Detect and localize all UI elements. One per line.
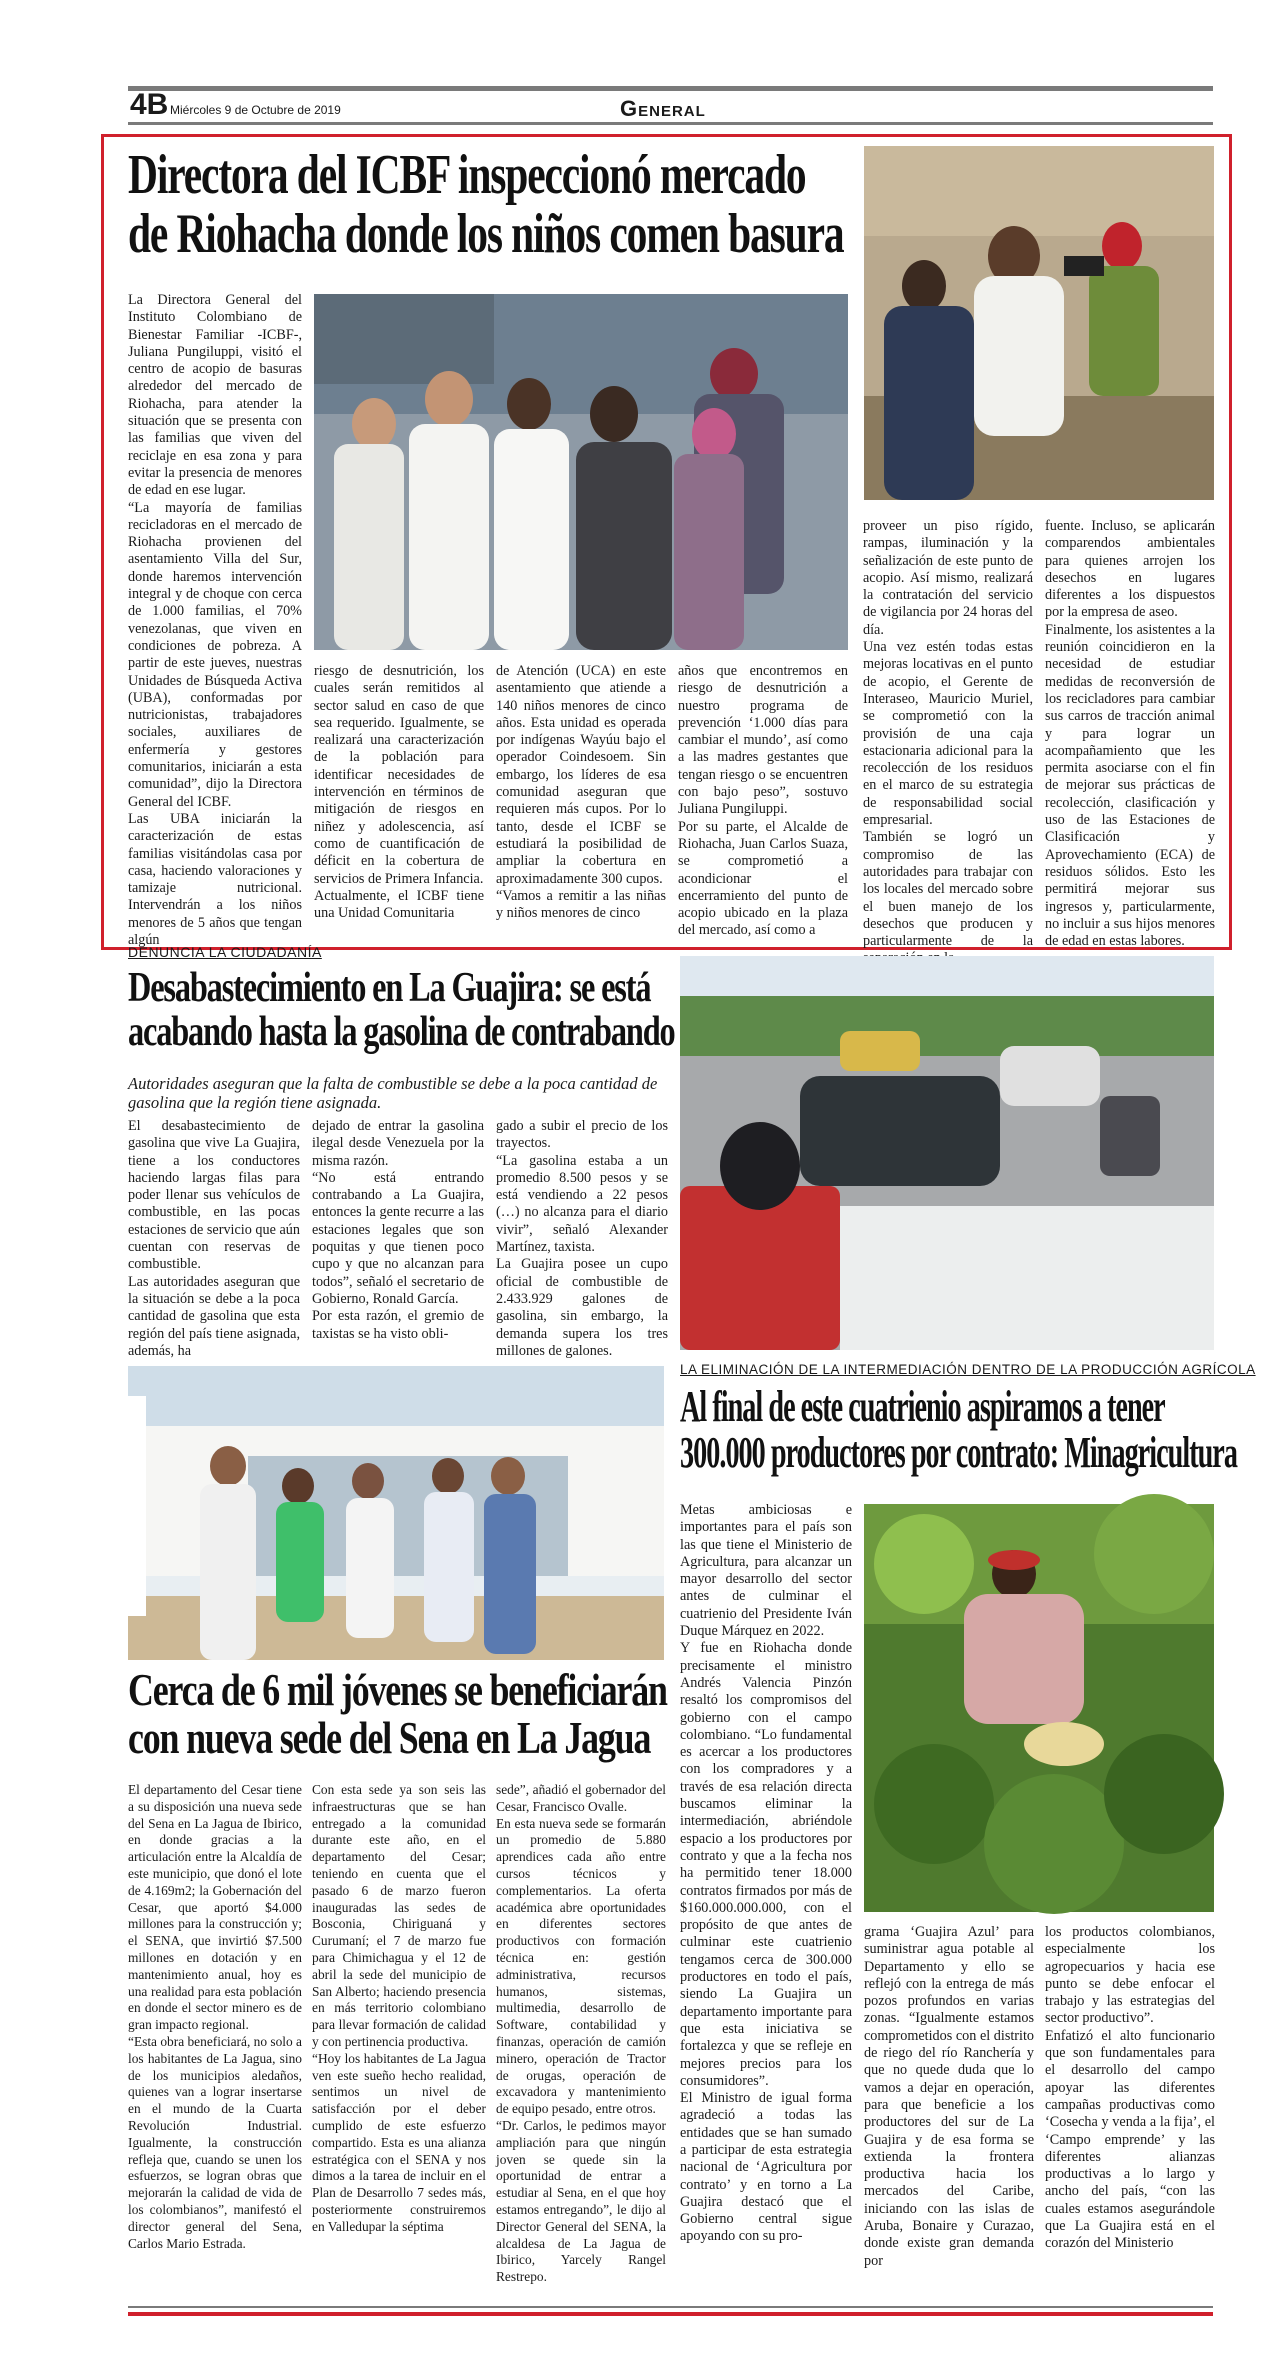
article1-col6: fuente. Incluso, se aplicarán comparendos ambientales para quienes arrojen los desechos en lugares diferentes a los dispuestos por la empresa de aseo. Finalmente, los asistentes a la reunión coincidieron en la necesidad de estudiar medidas de reconversión de los recicladores para cambiar sus carros de tracción animal y para lograr un acompañamiento que les permita asociarse con el fin de mejorar sus prácticas de recolección, clasificación y uso de las Estaciones de Clasificación y Aprovechamiento (ECA) de residuos sólidos. Esto les permitirá mejorar sus ingresos y, particularmente, no incluir a sus hijos menores de edad en estas labores. (1045, 518, 1215, 950)
article1-col2: riesgo de desnutrición, los cuales serán remitidos al sector salud en caso de que sea requerido. Igualmente, se realizará una caracterización de la población para identificar necesidades de intervención en términos de mitigación de riesgos en niñez y adolescencia, así como de cuantificación de déficit en la cobertura de servicios de Primera Infancia. Actualmente, el ICBF tiene una Unidad Comunitaria (314, 663, 484, 922)
article4-kicker: LA ELIMINACIÓN DE LA INTERMEDIACIÓN DENTRO DE LA PRODUCCIÓN AGRÍCOLA (680, 1362, 1256, 1377)
article3-headline-line2: con nueva sede del Sena en La Jagua (128, 1712, 651, 1764)
article2-photo-traffic (680, 956, 1214, 1350)
article4-headline-line2: 300.000 productores por contrato: Minagricultura (680, 1428, 1237, 1478)
article3-col2: Con esta sede ya son seis las infraestructuras que se han entregado a la comunidad durante este año, en el departamento del Cesar; teniendo en cuenta que el pasado 6 de marzo fueron inauguradas las sedes de Bosconia, Chiriguaná y Curumaní; el 7 de marzo fue para Chimichagua y el 12 de abril la sede del municipio de San Alberto; haciendo presencia en más territorio colombiano para llevar formación de calidad y con pertinencia productiva. “Hoy los habitantes de La Jagua ven este sueño hecho realidad, sentimos un nivel de satisfacción por el deber cumplido de este esfuerzo compartido. Esta es una alianza estratégica con el SENA y nos dimos a la tarea de incluir en el Plan de Desarrollo 7 sedes más, posteriormente construiremos en Valledupar la séptima (312, 1782, 486, 2234)
footer-rule-red (128, 2312, 1213, 2316)
article2-headline (128, 966, 675, 1054)
article1-headline-line1: Directora del ICBF inspeccionó mercado (128, 144, 806, 206)
section-title: General (620, 96, 706, 121)
article4-headline-line1: Al final de este cuatrienio aspiramos a tener (680, 1382, 1165, 1431)
page-number: 4B (130, 88, 169, 121)
footer-rule-gray (128, 2306, 1213, 2308)
article4-photo-farmer (864, 1504, 1214, 1912)
header-rule-bottom (128, 122, 1213, 125)
article3-headline (128, 1666, 667, 1763)
article2-col3: gado a subir el precio de los trayectos. “La gasolina estaba a un promedio 8.500 pesos y se está vendiendo a 22 pesos (…) no alcanza para el diario vivir”, señaló Alexander Martínez, taxista. La Guajira posee un cupo oficial de combustible de 2.433.929 galones de gasolina, sin embargo, la demanda supera los tres millones de galones. (496, 1118, 668, 1359)
article1-col3: de Atención (UCA) en este asentamiento que atiende a 140 niños menores de cinco años. Esta unidad es operada por indígenas Wayúu bajo el operador Coindesoem. Sin embargo, los líderes de esa comunidad aseguran que requieren más cupos. Por lo tanto, desde el ICBF se estudiará la posibilidad de ampliar la cobertura en aproximadamente 300 cupos. “Vamos a remitir a las niñas y niños menores de cinco (496, 663, 666, 922)
article3-photo-sena (128, 1366, 664, 1660)
article2-col1: El desabastecimiento de gasolina que vive La Guajira, tiene a los conductores haciendo largas filas para poder llenar sus vehículos de combustible, en las pocas estaciones de servicio que aún cuentan con reservas de combustible. Las autoridades aseguran que la situación se debe a la poca cantidad de gasolina que esta región del país tiene asignada, además, ha (128, 1118, 300, 1359)
article1-col4: años que encontremos en riesgo de desnutrición a nuestro programa de prevención ‘1.000 días para cambiar el mundo’, así como a las madres gestantes que tengan riesgo o se encuentren con bajo peso”, sostuvo Juliana Pungiluppi. Por su parte, el Alcalde de Riohacha, Juan Carlos Suaza, se comprometió a acondicionar el encerramiento del punto de acopio ubicado en la plaza del mercado, así como a (678, 663, 848, 939)
article1-photo-director (864, 146, 1214, 500)
article3-headline-line1: Cerca de 6 mil jóvenes se beneficiarán (128, 1664, 667, 1715)
article4-col1: Metas ambiciosas e importantes para el país son las que tiene el Ministerio de Agricultura, para alcanzar un mayor desarrollo del sector antes de culminar el cuatrienio del Presidente Iván Duque Márquez en 2022. Y fue en Riohacha donde precisamente el ministro Andrés Valencia Pinzón resaltó los compromisos del gobierno con el campo colombiano. “Lo fundamental es acercar a los productores con los compradores y a través de esa relación directa buscamos eliminar la intermediación, abriéndole espacio a los productores por contrato y que a la fecha nos ha permitido tener 18.000 contratos firmados por más de $160.000.000.000, con el propósito de que antes de culminar este cuatrienio tengamos cerca de 300.000 productores en todo el país, siendo La Guajira un departamento importante para que esta iniciativa se fortalezca y que se refleje en mejores precios para los consumidores”. El Ministro de igual forma agradeció a todas las entidades que se han sumado a participar de esta estrategia nacional de ‘Agricultura por contrato’ y en torno a La Guajira destacó que el Gobierno central sigue apoyando con su pro- (680, 1502, 852, 2245)
article2-headline-line2: acabando hasta la gasolina de contrabando (128, 1009, 675, 1056)
page-date: Miércoles 9 de Octubre de 2019 (170, 103, 341, 117)
article4-col2: grama ‘Guajira Azul’ para suministrar agua potable al Departamento y ello se reflejó con la entrega de más pozos profundos en varias zonas. “Igualmente estamos comprometidos con el distrito de riego del río Ranchería y que no quede duda que lo vamos a dejar en operación, para que beneficie a los productores del sur de La Guajira y de esa forma se extienda la frontera productiva hacia los mercados del Caribe, iniciando con las islas de Aruba, Bonaire y Curazao, donde existe gran demanda por (864, 1924, 1034, 2269)
article1-col1: La Directora General del Instituto Colombiano de Bienestar Familiar -ICBF-, Juliana Pungiluppi, visitó el centro de acopio de basuras alrededor del mercado de Riohacha, para atender la situación que se presenta con las familias que viven del reciclaje en esa zona y para evitar la presencia de menores de edad en ese lugar. “La mayoría de familias recicladoras en el mercado de Riohacha provienen del asentamiento Villa del Sur, donde haremos intervención integral y de choque con cerca de 1.000 familias, el 70% venezolanas, que viven en condiciones de pobreza. A partir de este jueves, nuestras Unidades de Búsqueda Activa (UBA), conformadas por nutricionistas, trabajadores sociales, auxiliares de enfermería y gestores comunitarios, iniciarán a esta comunidad”, dijo la Directora General del ICBF. Las UBA iniciarán la caracterización de estas familias visitándolas casa por casa, haciendo valoraciones y tamizaje nutricional. Intervendrán a los niños menores de 5 años que tengan algún (128, 292, 302, 948)
article3-col3: sede”, añadió el gobernador del Cesar, Francisco Ovalle. En esta nueva sede se formarán un promedio de 5.880 aprendices cada año entre cursos técnicos y complementarios. La oferta académica abre oportunidades en diferentes sectores productivos con formación técnica en: gestión administrativa, recursos humanos, sistemas, multimedia, desarrollo de Software, contabilidad y finanzas, operación de camión minero, operación de Tractor de orugas, operación de excavadora y mantenimiento de equipo pesado, entre otros. “Dr. Carlos, le pedimos mayor ampliación para que ningún joven se quede sin la oportunidad de entrar a estudiar al Sena, en el que hoy estamos entregando”, le dijo al Director General del SENA, la alcaldesa de La Jagua de Ibirico, Yarcely Rangel Restrepo. (496, 1782, 666, 2285)
article2-lead: Autoridades aseguran que la falta de combustible se debe a la poca cantidad de gasolina que la región tiene asignada. (128, 1074, 658, 1112)
article1-photo-market (314, 294, 848, 650)
article2-kicker: DENUNCIA LA CIUDADANÍA (128, 944, 322, 960)
article2-col2: dejado de entrar la gasolina ilegal desde Venezuela por la misma razón. “No está entrando contrabando a La Guajira, entonces la gente recurre a las estaciones legales que son poquitas y que tienen poco cupo y que no alcanzan para todos”, señaló el secretario de Gobierno, Ronald García. Por esta razón, el gremio de taxistas se ha visto obli- (312, 1118, 484, 1342)
article1-col5: proveer un piso rígido, rampas, iluminación y la señalización de este punto de acopio. Así mismo, realizará la contratación del servicio de vigilancia por 24 horas del día. Una vez estén todas estas mejoras locativas en el punto de acopio, el Gerente de Interaseo, Mauricio Muriel, se comprometió con la provisión de una caja estacionaria adicional para la recolección de los residuos en el marco de su estrategia de responsabilidad social empresarial. También se logró un compromiso de las autoridades para trabajar con los locales del mercado sobre el buen manejo de los desechos que producen y particularmente de la (863, 518, 1033, 950)
article1-headline-line2: de Riohacha donde los niños comen basura (128, 202, 844, 265)
article2-headline-line1: Desabastecimiento en La Guajira: se está (128, 965, 651, 1011)
article4-col3: los productos colombianos, especialmente los agropecuarios y hacia ese punto se debe enfocar el trabajo y las estrategias del sector productivo”. Enfatizó el alto funcionario que son fundamentales para el desarrollo del campo apoyar las diferentes campañas productivas como ‘Cosecha y venda a la fija’, el ‘Campo emprende’ y las diferentes alianzas productivas a lo largo y ancho del país, “con las cuales estamos asegurándole que La Guajira está en el corazón del Ministerio (1045, 1924, 1215, 2252)
article1-headline (128, 146, 843, 264)
article3-col1: El departamento del Cesar tiene a su disposición una nueva sede del Sena en La Jagua de Ibirico, en donde gracias a la articulación entre la Alcaldía de este municipio, que donó el lote de 4.169m2; la Gobernación del Cesar, que aportó $4.000 millones para la construcción y; el SENA, que invirtió $7.500 millones en dotación y en mantenimiento anual, hoy es una realidad para esta población en donde el sector minero es de gran impacto regional. “Esta obra beneficiará, no solo a los habitantes de La Jagua, sino de los municipios aledaños, quienes van a lograr insertarse en el mundo de la Cuarta Revolución Industrial. Igualmente, la construcción refleja que, cuando se unen los esfuerzos, se logran obras que mejorarán la calidad de vida de los colombianos”, manifestó el director general del Sena, Carlos Mario Estrada. (128, 1782, 302, 2251)
header-rule (128, 86, 1213, 91)
article4-headline (680, 1384, 1237, 1476)
